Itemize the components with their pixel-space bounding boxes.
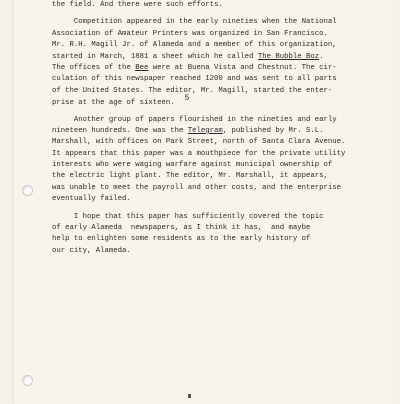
publication-title: Bee (135, 63, 149, 72)
paragraph-conclusion (52, 212, 392, 258)
text-line: prise at the age of sixteen. 5 (52, 94, 190, 108)
binder-hole-bottom (22, 375, 33, 386)
text-line: was unable to meet the payroll and other costs, and the enterprise (52, 183, 342, 192)
text-line: our city, Alameda. (52, 246, 131, 255)
text-line: Marshall, with offices on Park Street, north of Santa Clara Avenue. (52, 138, 346, 147)
document-body (52, 0, 392, 257)
text-line: I hope that this paper has sufficiently covered the topic (52, 212, 324, 221)
paragraph-telegram (52, 115, 392, 206)
publication-title: The Bubble Boz (257, 52, 320, 61)
text-line: of early Alameda newspapers, as I think it has, and maybe (52, 224, 311, 233)
text-line: interests who were waging warfare against municipal ownership of (52, 161, 333, 170)
text-line: the field. And there were such efforts. (52, 1, 223, 9)
text-line: Another group of papers flourished in the nineties and early (52, 115, 337, 124)
text-line: the electric light plant. The editor, Mr. Marshall, it appears, (52, 172, 328, 181)
publication-title: Telegram (187, 126, 223, 135)
footnote-number: 5 (184, 94, 190, 104)
page-mark (188, 394, 191, 398)
text-line: Competition appeared in the early nineties when the National (52, 18, 337, 27)
binder-hole-top (22, 185, 33, 196)
text-line: It appears that this paper was a mouthpiece for the private utility (52, 149, 346, 158)
text-line: Mr. R.H. Magill Jr. of Alameda and a member of this organization, (52, 41, 337, 50)
paragraph-competition (52, 17, 392, 108)
text-line: help to enlighten some residents as to the early history of (52, 235, 311, 244)
text-line: culation of this newspaper reached 1200 and was sent to all parts (52, 75, 337, 84)
text-line: nineteen hundreds. One was the Telegram, published by Mr. S.L. (52, 126, 324, 135)
text-line: started in March, 1881 a sheet which he called The Bubble Boz. (52, 52, 324, 61)
text-line: of the United States. The editor, Mr. Magill, started the enter- (52, 86, 333, 95)
text-line: eventually failed. (52, 195, 131, 204)
text-line: Association of Amateur Printers was organized in San Francisco. (52, 29, 328, 38)
text-line: The offices of the Bee were at Buena Vista and Chestnut. The cir- (52, 63, 337, 72)
